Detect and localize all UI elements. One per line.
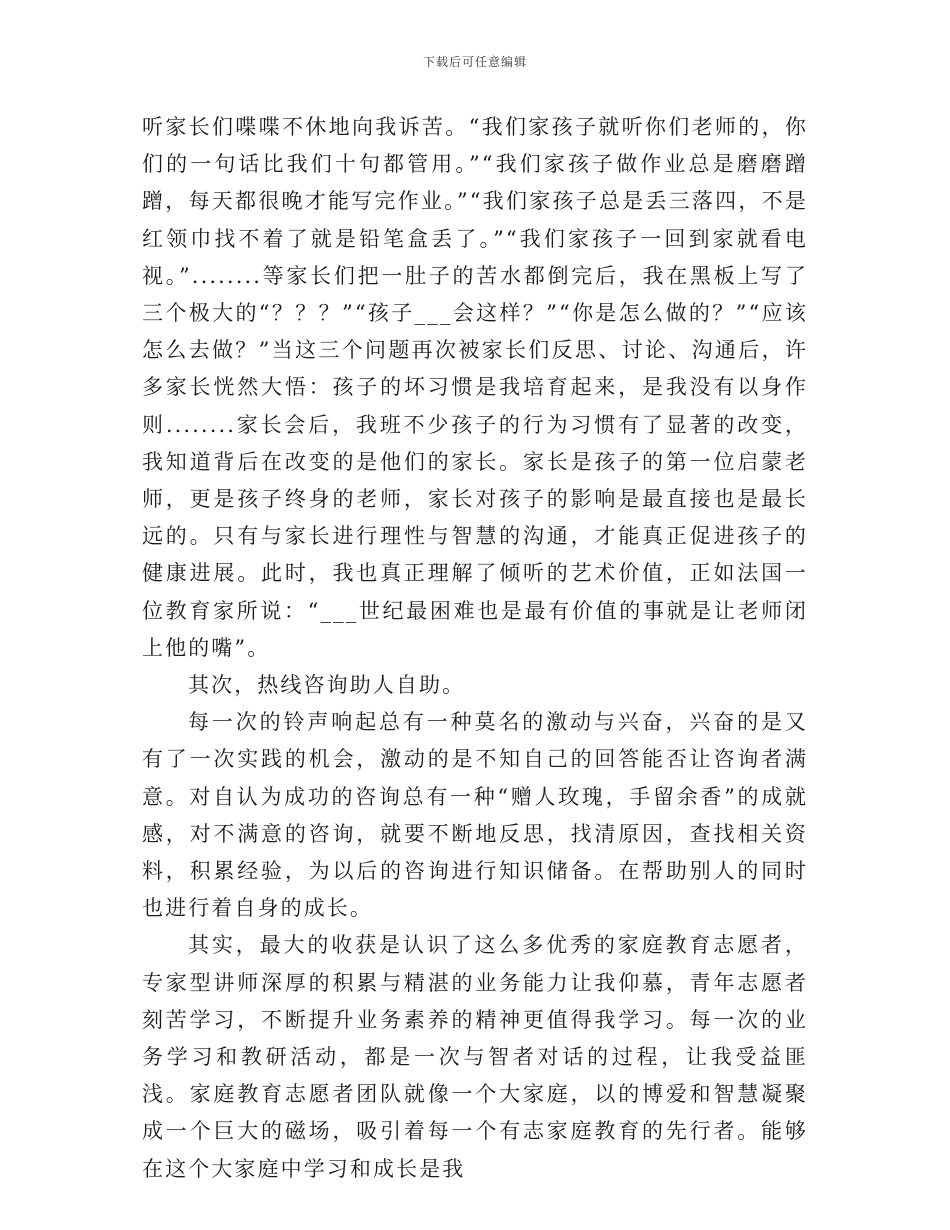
paragraph-hotline-heading: 其次，热线咨询助人自助。 xyxy=(188,673,466,698)
document-body xyxy=(142,109,808,1188)
page-header: 下载后可任意编辑 xyxy=(422,55,527,69)
paragraph-hotline-experience: 每一次的铃声响起总有一种莫名的激动与兴奋，兴奋的是又有了一次实践的机会，激动的是不知自己的回答能否让咨询者满意。对自认为成功的咨询总有一种“赠人玫瑰，手留余香”的成就感，对不满意的咨询，就要不断地反思，找清原因，查找相关资料，积累经验，为以后的咨询进行知识储备。在帮助别人的同时也进行着自身的成长。 xyxy=(142,710,808,921)
paragraph-parent-meeting: 听家长们喋喋不休地向我诉苦。“我们家孩子就听你们老师的，你们的一句话比我们十句都管用。”“我们家孩子做作业总是磨磨蹭蹭，每天都很晚才能写完作业。”“我们家孩子总是丢三落四，不是红领巾找不着了就是铅笔盒丢了。”“我们家孩子一回到家就看电视。”........等家长们把一肚子的苦水都倒完后，我在黑板上写了三个极大的“？？？”“孩子___会这样？”“你是怎么做的？”“应该怎么去做？”当这三个问题再次被家长们反思、讨论、沟通后，许多家长恍然大悟：孩子的坏习惯是我培育起来，是我没有以身作则........家长会后，我班不少孩子的行为习惯有了显著的改变，我知道背后在改变的是他们的家长。家长是孩子的第一位启蒙老师，更是孩子终身的老师，家长对孩子的影响是最直接也是最长远的。只有与家长进行理性与智慧的沟通，才能真正促进孩子的健康进展。此时，我也真正理解了倾听的艺术价值，正如法国一位教育家所说：“___世纪最困难也是最有价值的事就是让老师闭上他的嘴”。 xyxy=(142,115,808,660)
paragraph-volunteers: 其实，最大的收获是认识了这么多优秀的家庭教育志愿者，专家型讲师深厚的积累与精湛的业务能力让我仰慕，青年志愿者刻苦学习，不断提升业务素养的精神更值得我学习。每一次的业务学习和教研活动，都是一次与智者对话的过程，让我受益匪浅。家庭教育志愿者团队就像一个大家庭，以的博爱和智慧凝聚成一个巨大的磁场，吸引着每一个有志家庭教育的先行者。能够在这个大家庭中学习和成长是我 xyxy=(142,933,808,1181)
